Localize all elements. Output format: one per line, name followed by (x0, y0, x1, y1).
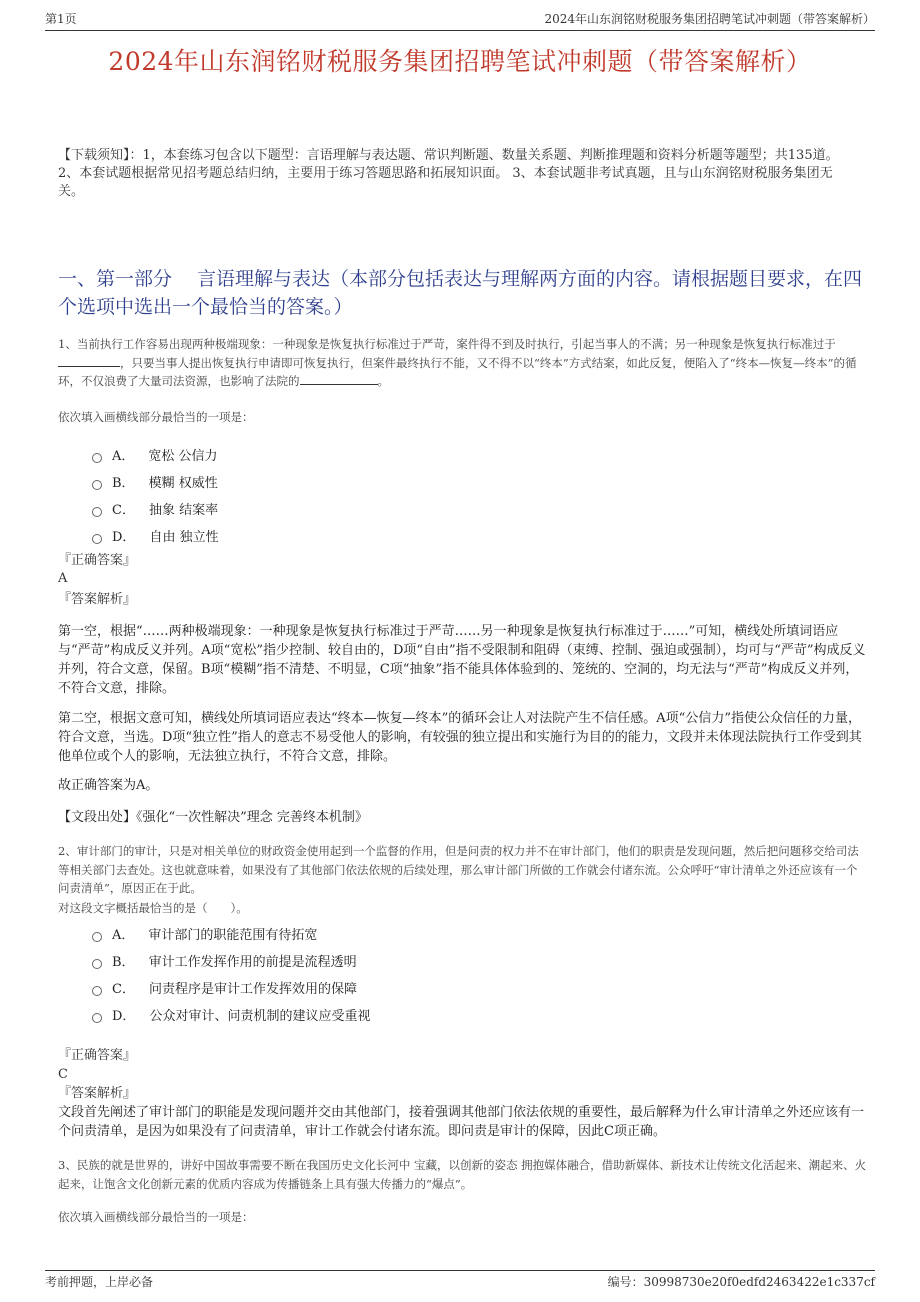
q1-stem-part-a: 1、当前执行工作容易出现两种极端现象：一种现象是恢复执行标准过于严苛，案件得不到及时执行，引起当事人的不满；另一种现象是恢复执行标准过于 (58, 337, 836, 351)
option-letter: B． (112, 955, 135, 970)
question-2-stem: 2、审计部门的审计，只是对相关单位的财政资金使用起到一个监督的作用，但是问责的权力并不在审计部门，他们的职责是发现问题，然后把问题移交给司法等相关部门去查处。这也就意味着，如果没有了其他部门依法依规的后续处理，那么审计部门所做的工作就会付诸东流。公众呼吁“审计清单之外还应该有一个问责清单”，原因正在于此。 (58, 844, 859, 895)
option-letter: D． (112, 1009, 136, 1024)
q3-prompt: 依次填入画横线部分最恰当的一项是： (58, 1210, 254, 1224)
radio-icon[interactable] (92, 507, 102, 517)
option-letter: C． (112, 503, 135, 518)
option-letter: A． (112, 928, 135, 943)
footer-note: 考前押题，上岸必备 (45, 1275, 154, 1289)
q1-option-b[interactable] (92, 468, 219, 495)
q1-blank-1 (58, 354, 120, 367)
q1-option-c[interactable] (92, 495, 219, 522)
q1-analysis-para-2: 第二空，根据文意可知，横线处所填词语应表达“终本—恢复—终本”的循环会让人对法院产生不信任感。A项“公信力”指使公众信任的力量，符合文意，当选。D项“独立性”指人的意志不易受他人的影响，有较强的独立提出和实施行为目的的能力，文段并未体现法院执行工作受到其他单位或个人的影响，无法独立执行，不符合文意，排除。 (58, 711, 862, 764)
q1-analysis-para-1: 第一空，根据“……两种极端现象：一种现象是恢复执行标准过于严苛……另一种现象是恢复执行标准过于……”可知，横线处所填词语应与“严苛”构成反义并列。A项“宽松”指少控制、较自由的，D项“自由”指不受限制和阻碍（束缚、控制、强迫或强制），均可与“严苛”构成反义并列，符合文意，保留。B项“模糊”指不清楚、不明显，C项“抽象”指不能具体体验到的、笼统的、空洞的，均无法与“严苛”构成反义并列，不符合文意，排除。 (58, 624, 866, 696)
q2-option-d[interactable] (92, 1001, 370, 1028)
radio-icon[interactable] (92, 534, 102, 544)
footer-code: 编号：30998730e20f0edfd2463422e1c337cf (607, 1275, 875, 1289)
option-text: 问责程序是审计工作发挥效用的保障 (148, 982, 357, 997)
q1-stem-part-c: 。 (377, 374, 389, 388)
option-text: 公众对审计、问责机制的建议应受重视 (149, 1009, 371, 1024)
q1-options (92, 441, 219, 549)
q1-answer: A (58, 571, 68, 586)
option-text: 模糊 权威性 (148, 476, 218, 491)
page-footer (45, 1270, 875, 1291)
option-letter: B． (112, 476, 135, 491)
q1-option-a[interactable] (92, 441, 219, 468)
page-title: 2024年山东润铭财税服务集团招聘笔试冲刺题（带答案解析） (108, 47, 812, 76)
q1-analysis-label: 『答案解析』 (58, 592, 137, 607)
radio-icon[interactable] (92, 932, 102, 942)
section-heading: 一、第一部分 言语理解与表达（本部分包括表达与理解两方面的内容。请根据题目要求，在四个选项中选出一个最恰当的答案。） (58, 268, 863, 318)
q2-option-c[interactable] (92, 974, 370, 1001)
download-notice: 【下载须知】：1，本套练习包含以下题型：言语理解与表达题、常识判断题、数量关系题、判断推理题和资料分析题等题型；共135道。 2、本套试题根据常见招考题总结归纳，主要用于练习答题思路和拓展知识面。 3、本套试题非考试真题，且与山东润铭财税服务集团无关。 (58, 148, 839, 199)
q2-option-b[interactable] (92, 947, 370, 974)
radio-icon[interactable] (92, 453, 102, 463)
option-letter: D． (112, 530, 136, 545)
radio-icon[interactable] (92, 1013, 102, 1023)
q2-prompt: 对这段文字概括最恰当的是（ ）。 (58, 901, 248, 915)
q2-options (92, 920, 370, 1028)
radio-icon[interactable] (92, 480, 102, 490)
header-doc-name: 2024年山东润铭财税服务集团招聘笔试冲刺题（带答案解析） (544, 12, 875, 26)
option-text: 宽松 公信力 (148, 449, 218, 464)
radio-icon[interactable] (92, 959, 102, 969)
q1-option-d[interactable] (92, 522, 219, 549)
page-header (45, 10, 875, 31)
q2-answer: C (58, 1067, 68, 1082)
question-1-stem (58, 335, 868, 391)
question-3-stem: 3、民族的就是世界的，讲好中国故事需要不断在我国历史文化长河中 宝藏，以创新的姿态 拥抱媒体融合，借助新媒体、新技术让传统文化活起来、潮起来、火起来，让饱含文化创新元素的优质内容成为传播链条上具有强大传播力的“爆点”。 (58, 1158, 867, 1191)
q2-analysis-label: 『答案解析』 (58, 1086, 137, 1101)
q1-analysis-conclusion: 故正确答案为A。 (58, 778, 159, 793)
q2-analysis: 文段首先阐述了审计部门的职能是发现问题并交由其他部门，接着强调其他部门依法依规的重要性，最后解释为什么审计清单之外还应该有一个问责清单，是因为如果没有了问责清单，审计工作就会付诸东流。即问责是审计的保障，因此C项正确。 (58, 1105, 865, 1139)
q1-prompt: 依次填入画横线部分最恰当的一项是： (58, 410, 254, 424)
q1-blank-2 (300, 372, 378, 385)
option-letter: A． (112, 449, 135, 464)
option-text: 抽象 结案率 (148, 503, 219, 518)
radio-icon[interactable] (92, 986, 102, 996)
option-text: 审计工作发挥作用的前提是流程透明 (148, 955, 357, 970)
page-number: 第1页 (45, 12, 77, 26)
q1-source: 【文段出处】《强化“一次性解决”理念 完善终本机制》 (58, 810, 368, 825)
q2-option-a[interactable] (92, 920, 370, 947)
option-letter: C． (112, 982, 135, 997)
q1-correct-answer-label: 『正确答案』 (58, 553, 137, 568)
q1-stem-part-b: ，只要当事人提出恢复执行申请即可恢复执行，但案件最终执行不能，又不得不以“终本”方式结案，如此反复，便陷入了“终本—恢复—终本”的循环，不仅浪费了大量司法资源，也影响了法院的 (58, 355, 857, 388)
option-text: 自由 独立性 (149, 530, 219, 545)
q2-correct-answer-label: 『正确答案』 (58, 1048, 137, 1063)
option-text: 审计部门的职能范围有待拓宽 (148, 928, 318, 943)
